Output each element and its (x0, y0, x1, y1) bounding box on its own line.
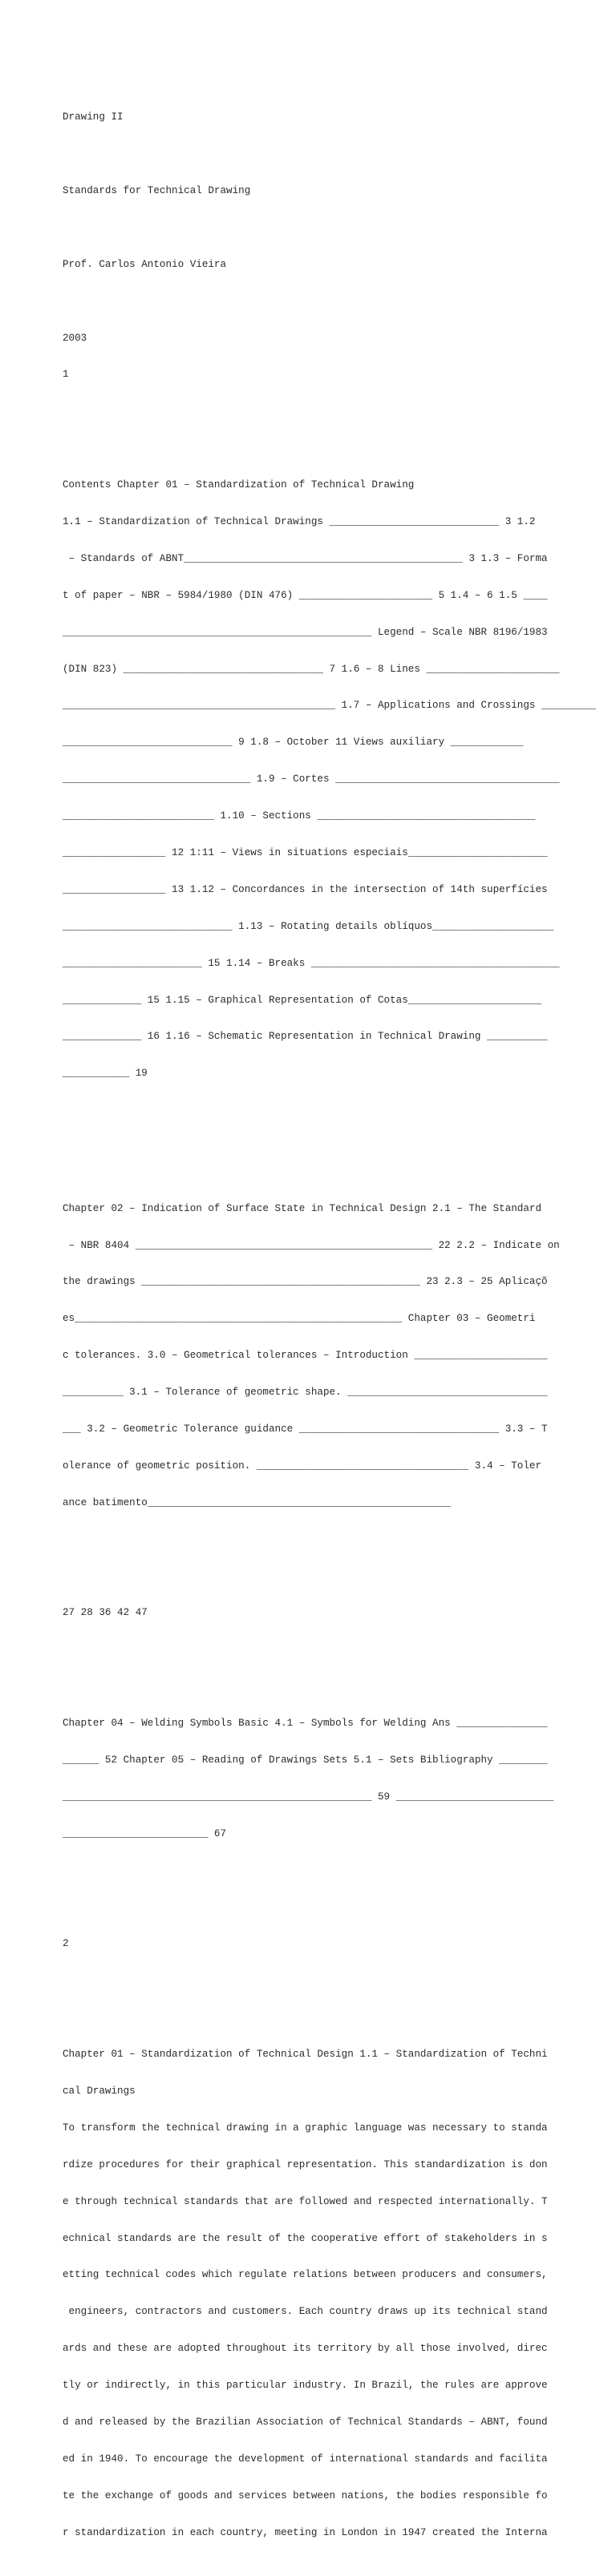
toc-line: the drawings ______________________________________________ 23 2.3 – 25 Aplicaçõ (63, 1276, 548, 1288)
toc-line: ___ 3.2 – Geometric Tolerance guidance _________________________________ 3.3 – T (63, 1423, 548, 1435)
toc-line: – Standards of ABNT______________________________________________ 3 1.3 – Forma (63, 552, 548, 564)
toc-line: __________ 3.1 – Tolerance of geometric shape. _________________________________ (63, 1387, 548, 1399)
toc-line: ___________________________________________________ Legend – Scale NBR 8196/1983 (63, 626, 548, 638)
table-of-contents (63, 455, 597, 1105)
toc-line: _________________ 13 1.12 – Concordances in the intersection of 14th superfícies (63, 883, 548, 895)
toc-line: ance batimento__________________________________________________ (63, 1496, 451, 1508)
document-page (63, 63, 597, 2576)
toc-line: ______ 52 Chapter 05 – Reading of Drawings Sets 5.1 – Sets Bibliography ________ (63, 1754, 548, 1766)
toc-line: – NBR 8404 _________________________________________________ 22 2.2 – Indicate on (63, 1239, 560, 1251)
body-paragraph (63, 2025, 560, 2564)
toc-line: _________________ 12 1:11 – Views in situations especiais_______________________ (63, 847, 548, 858)
page-number: 2 (63, 1938, 69, 1950)
body-line: echnical standards are the result of the cooperative effort of stakeholders in s (63, 2232, 548, 2244)
toc-line: c tolerances. 3.0 – Geometrical tolerances – Introduction ______________________ (63, 1350, 548, 1362)
toc-line: _______________________________ 1.9 – Cortes _____________________________________ (63, 773, 560, 785)
body-line: Chapter 01 – Standardization of Technical Design 1.1 – Standardization of Techni (63, 2049, 548, 2061)
toc-line: ____________________________ 1.13 – Rotating details oblíquos____________________ (63, 920, 554, 932)
page-number: 1 (63, 369, 69, 381)
body-line: tly or indirectly, in this particular industry. In Brazil, the rules are approve (63, 2380, 548, 2392)
toc-line: ________________________ 67 (63, 1827, 227, 1839)
toc-line: ___________________________________________________ 59 __________________________ (63, 1791, 554, 1803)
document-year: 2003 (63, 332, 87, 344)
body-line: etting technical codes which regulate relations between producers and consumers, (63, 2269, 548, 2281)
body-line: rdize procedures for their graphical representation. This standardization is don (63, 2158, 548, 2170)
toc-line: ___________ 19 (63, 1068, 148, 1080)
course-name: Drawing II (63, 111, 124, 123)
author-name: Prof. Carlos Antonio Vieira (63, 258, 227, 270)
toc-line: _________________________ 1.10 – Sections ____________________________________ (63, 810, 536, 822)
toc-line: olerance of geometric position. ___________________________________ 3.4 – Toler (63, 1460, 542, 1472)
toc-line: es______________________________________________________ Chapter 03 – Geometri (63, 1313, 536, 1325)
toc-line: 1.1 – Standardization of Technical Drawings ____________________________ 3 1.2 (63, 515, 536, 527)
toc-line: _____________ 16 1.16 – Schematic Representation in Technical Drawing __________ (63, 1031, 548, 1043)
toc-line: Chapter 04 – Welding Symbols Basic 4.1 – Symbols for Welding Ans _______________ (63, 1718, 548, 1730)
body-line: cal Drawings (63, 2085, 136, 2097)
toc-line: t of paper – NBR – 5984/1980 (DIN 476) ______________________ 5 1.4 – 6 1.5 ____ (63, 589, 548, 601)
body-line: ards and these are adopted throughout its territory by all those involved, direc (63, 2343, 548, 2355)
toc-line: _____________________________________________ 1.7 – Applications and Crossings _________ (63, 700, 597, 712)
body-line: d and released by the Brazilian Association of Technical Standards – ABNT, found (63, 2417, 548, 2428)
document-title: Standards for Technical Drawing (63, 184, 251, 196)
body-line: e through technical standards that are followed and respected internationally. T (63, 2195, 548, 2207)
toc-line: Contents Chapter 01 – Standardization of Technical Drawing (63, 479, 415, 491)
page-numbers-list: 27 28 36 42 47 (63, 1607, 148, 1619)
toc-line: (DIN 823) _________________________________ 7 1.6 – 8 Lines ______________________ (63, 663, 560, 675)
body-line: r standardization in each country, meeting in London in 1947 created the Interna (63, 2526, 548, 2538)
toc-line: Chapter 02 – Indication of Surface State in Technical Design 2.1 – The Standard (63, 1202, 542, 1214)
toc-line: _______________________ 15 1.14 – Breaks _________________________________________ (63, 957, 560, 969)
chapters-block (63, 1178, 560, 1534)
chapter04-block (63, 1693, 560, 1864)
body-line: engineers, contractors and customers. Each country draws up its technical stand (63, 2306, 548, 2318)
body-line: To transform the technical drawing in a graphic language was necessary to standa (63, 2122, 548, 2134)
toc-line: _____________ 15 1.15 – Graphical Representation of Cotas______________________ (63, 994, 542, 1006)
body-line: ed in 1940. To encourage the development of international standards and facilita (63, 2453, 548, 2465)
body-line: te the exchange of goods and services between nations, the bodies responsible fo (63, 2489, 548, 2501)
toc-line: ____________________________ 9 1.8 – October 11 Views auxiliary ____________ (63, 737, 524, 749)
